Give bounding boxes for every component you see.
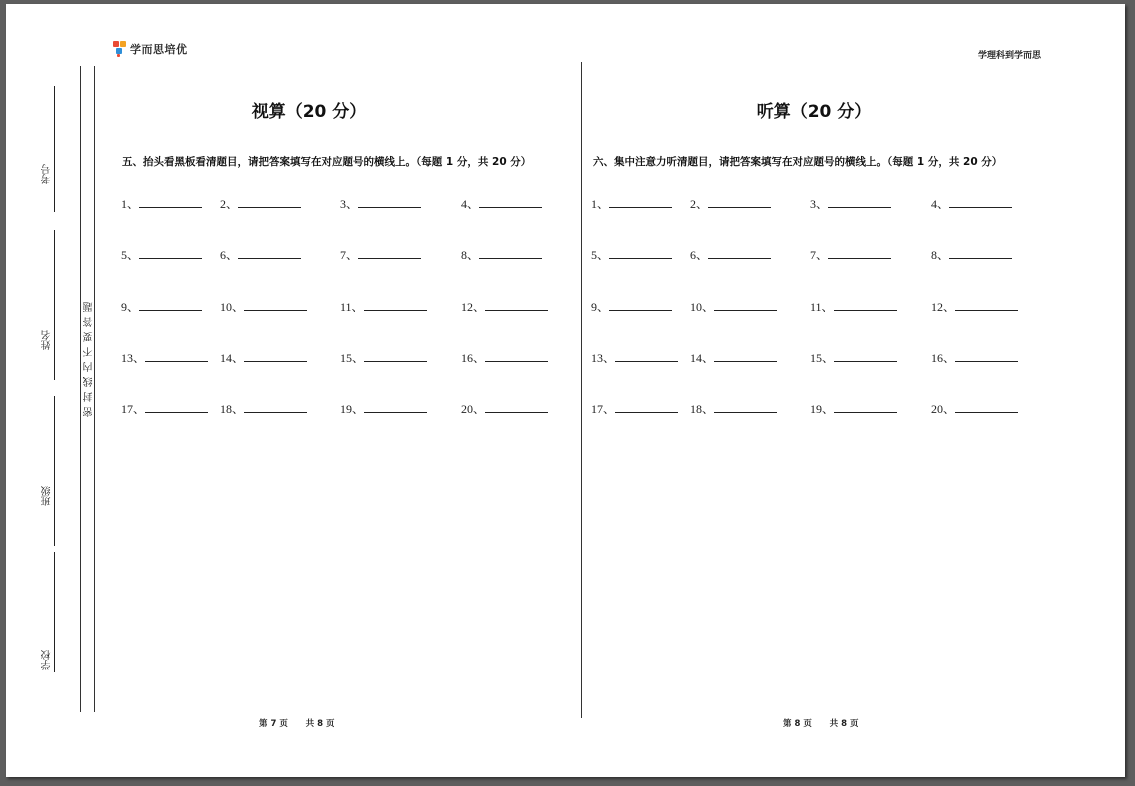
answer-blank[interactable] (714, 351, 777, 362)
answer-blank[interactable] (615, 351, 678, 362)
answer-blank[interactable] (828, 248, 891, 259)
right-question-20 (931, 400, 1018, 417)
question-number: 13、 (121, 351, 146, 365)
left-question-12 (461, 298, 548, 315)
right-question-9 (591, 298, 672, 315)
right-question-15 (810, 349, 897, 366)
answer-blank[interactable] (714, 402, 777, 413)
right-footer-page: 第 8 页 (783, 719, 812, 729)
question-number: 18、 (220, 402, 245, 416)
answer-blank[interactable] (834, 351, 897, 362)
right-question-17 (591, 400, 678, 417)
left-question-7 (340, 246, 421, 263)
right-question-1 (591, 195, 672, 212)
left-question-1 (121, 195, 202, 212)
answer-blank[interactable] (244, 402, 307, 413)
question-number: 8、 (461, 248, 480, 262)
question-number: 20、 (461, 402, 486, 416)
school-label: 学校 (42, 650, 53, 670)
question-number: 6、 (220, 248, 239, 262)
right-question-10 (690, 298, 777, 315)
answer-blank[interactable] (358, 197, 421, 208)
answer-blank[interactable] (714, 300, 777, 311)
answer-blank[interactable] (364, 402, 427, 413)
left-question-5 (121, 246, 202, 263)
answer-blank[interactable] (485, 402, 548, 413)
seal-line-notice: 密封线内不要答题 (84, 297, 95, 417)
answer-blank[interactable] (949, 197, 1012, 208)
left-question-8 (461, 246, 542, 263)
right-question-5 (591, 246, 672, 263)
question-number: 17、 (121, 402, 146, 416)
brand-logo (113, 39, 188, 59)
logo-text: 学而思培优 (130, 43, 188, 56)
exam-page (6, 4, 1125, 777)
right-question-14 (690, 349, 777, 366)
question-number: 10、 (220, 300, 245, 314)
question-number: 8、 (931, 248, 950, 262)
logo-mark-icon (113, 41, 127, 57)
question-number: 19、 (340, 402, 365, 416)
answer-blank[interactable] (955, 300, 1018, 311)
question-number: 7、 (810, 248, 829, 262)
right-footer (783, 717, 858, 729)
answer-blank[interactable] (708, 248, 771, 259)
right-question-19 (810, 400, 897, 417)
answer-blank[interactable] (139, 197, 202, 208)
question-number: 18、 (690, 402, 715, 416)
question-number: 19、 (810, 402, 835, 416)
left-section-title: 视算（20 分） (251, 102, 367, 122)
right-footer-total: 共 8 页 (829, 719, 859, 729)
question-number: 20、 (931, 402, 956, 416)
question-number: 15、 (810, 351, 835, 365)
answer-blank[interactable] (949, 248, 1012, 259)
answer-blank[interactable] (145, 351, 208, 362)
left-question-15 (340, 349, 427, 366)
question-number: 4、 (931, 197, 950, 211)
answer-blank[interactable] (479, 248, 542, 259)
page-divider (581, 62, 582, 718)
left-instruction: 五、抬头看黑板看清题目，请把答案填写在对应题号的横线上。（每题 1 分，共 20 分） (122, 156, 532, 168)
answer-blank[interactable] (238, 248, 301, 259)
answer-blank[interactable] (609, 197, 672, 208)
left-footer-total: 共 8 页 (305, 719, 335, 729)
question-number: 6、 (690, 248, 709, 262)
answer-blank[interactable] (609, 300, 672, 311)
question-number: 12、 (931, 300, 956, 314)
left-footer (259, 717, 334, 729)
question-number: 2、 (220, 197, 239, 211)
binding-line-outer (80, 66, 81, 712)
question-number: 9、 (591, 300, 610, 314)
answer-blank[interactable] (139, 248, 202, 259)
left-question-20 (461, 400, 548, 417)
question-number: 4、 (461, 197, 480, 211)
question-number: 3、 (340, 197, 359, 211)
answer-blank[interactable] (615, 402, 678, 413)
answer-blank[interactable] (955, 402, 1018, 413)
answer-blank[interactable] (244, 351, 307, 362)
question-number: 10、 (690, 300, 715, 314)
left-question-4 (461, 195, 542, 212)
question-number: 16、 (461, 351, 486, 365)
right-question-11 (810, 298, 897, 315)
question-number: 13、 (591, 351, 616, 365)
left-question-19 (340, 400, 427, 417)
question-number: 2、 (690, 197, 709, 211)
answer-blank[interactable] (244, 300, 307, 311)
answer-blank[interactable] (364, 351, 427, 362)
left-question-6 (220, 246, 301, 263)
question-number: 14、 (220, 351, 245, 365)
name-rule (54, 230, 55, 380)
left-question-2 (220, 195, 301, 212)
right-question-6 (690, 246, 771, 263)
answer-blank[interactable] (358, 248, 421, 259)
exam-no-label: 考号 (42, 164, 53, 184)
question-number: 5、 (121, 248, 140, 262)
answer-blank[interactable] (238, 197, 301, 208)
answer-blank[interactable] (955, 351, 1018, 362)
right-question-8 (931, 246, 1012, 263)
left-question-3 (340, 195, 421, 212)
left-question-17 (121, 400, 208, 417)
right-question-18 (690, 400, 777, 417)
answer-blank[interactable] (145, 402, 208, 413)
answer-blank[interactable] (139, 300, 202, 311)
question-number: 5、 (591, 248, 610, 262)
answer-blank[interactable] (609, 248, 672, 259)
question-number: 3、 (810, 197, 829, 211)
question-number: 15、 (340, 351, 365, 365)
class-label: 班级 (42, 486, 53, 506)
left-question-10 (220, 298, 307, 315)
right-question-3 (810, 195, 891, 212)
header-slogan: 学理科到学而思 (978, 51, 1042, 61)
question-number: 9、 (121, 300, 140, 314)
question-number: 14、 (690, 351, 715, 365)
right-section-title: 听算（20 分） (756, 102, 872, 122)
right-question-4 (931, 195, 1012, 212)
answer-blank[interactable] (708, 197, 771, 208)
question-number: 11、 (340, 300, 364, 314)
right-question-12 (931, 298, 1018, 315)
left-question-11 (340, 298, 427, 315)
right-instruction: 六、集中注意力听清题目，请把答案填写在对应题号的横线上。（每题 1 分，共 20 分） (593, 156, 1003, 168)
answer-blank[interactable] (479, 197, 542, 208)
left-question-16 (461, 349, 548, 366)
question-number: 17、 (591, 402, 616, 416)
answer-blank[interactable] (485, 300, 548, 311)
question-number: 7、 (340, 248, 359, 262)
name-label: 姓名 (42, 330, 53, 350)
left-question-18 (220, 400, 307, 417)
question-number: 11、 (810, 300, 834, 314)
right-question-2 (690, 195, 771, 212)
left-question-14 (220, 349, 307, 366)
question-number: 16、 (931, 351, 956, 365)
answer-blank[interactable] (485, 351, 548, 362)
answer-blank[interactable] (834, 300, 897, 311)
answer-blank[interactable] (834, 402, 897, 413)
question-number: 12、 (461, 300, 486, 314)
left-footer-page: 第 7 页 (259, 719, 288, 729)
exam-no-rule (54, 86, 55, 212)
left-question-9 (121, 298, 202, 315)
answer-blank[interactable] (364, 300, 427, 311)
question-number: 1、 (121, 197, 140, 211)
right-question-16 (931, 349, 1018, 366)
left-question-13 (121, 349, 208, 366)
answer-blank[interactable] (828, 197, 891, 208)
right-question-13 (591, 349, 678, 366)
question-number: 1、 (591, 197, 610, 211)
right-question-7 (810, 246, 891, 263)
class-rule (54, 396, 55, 546)
